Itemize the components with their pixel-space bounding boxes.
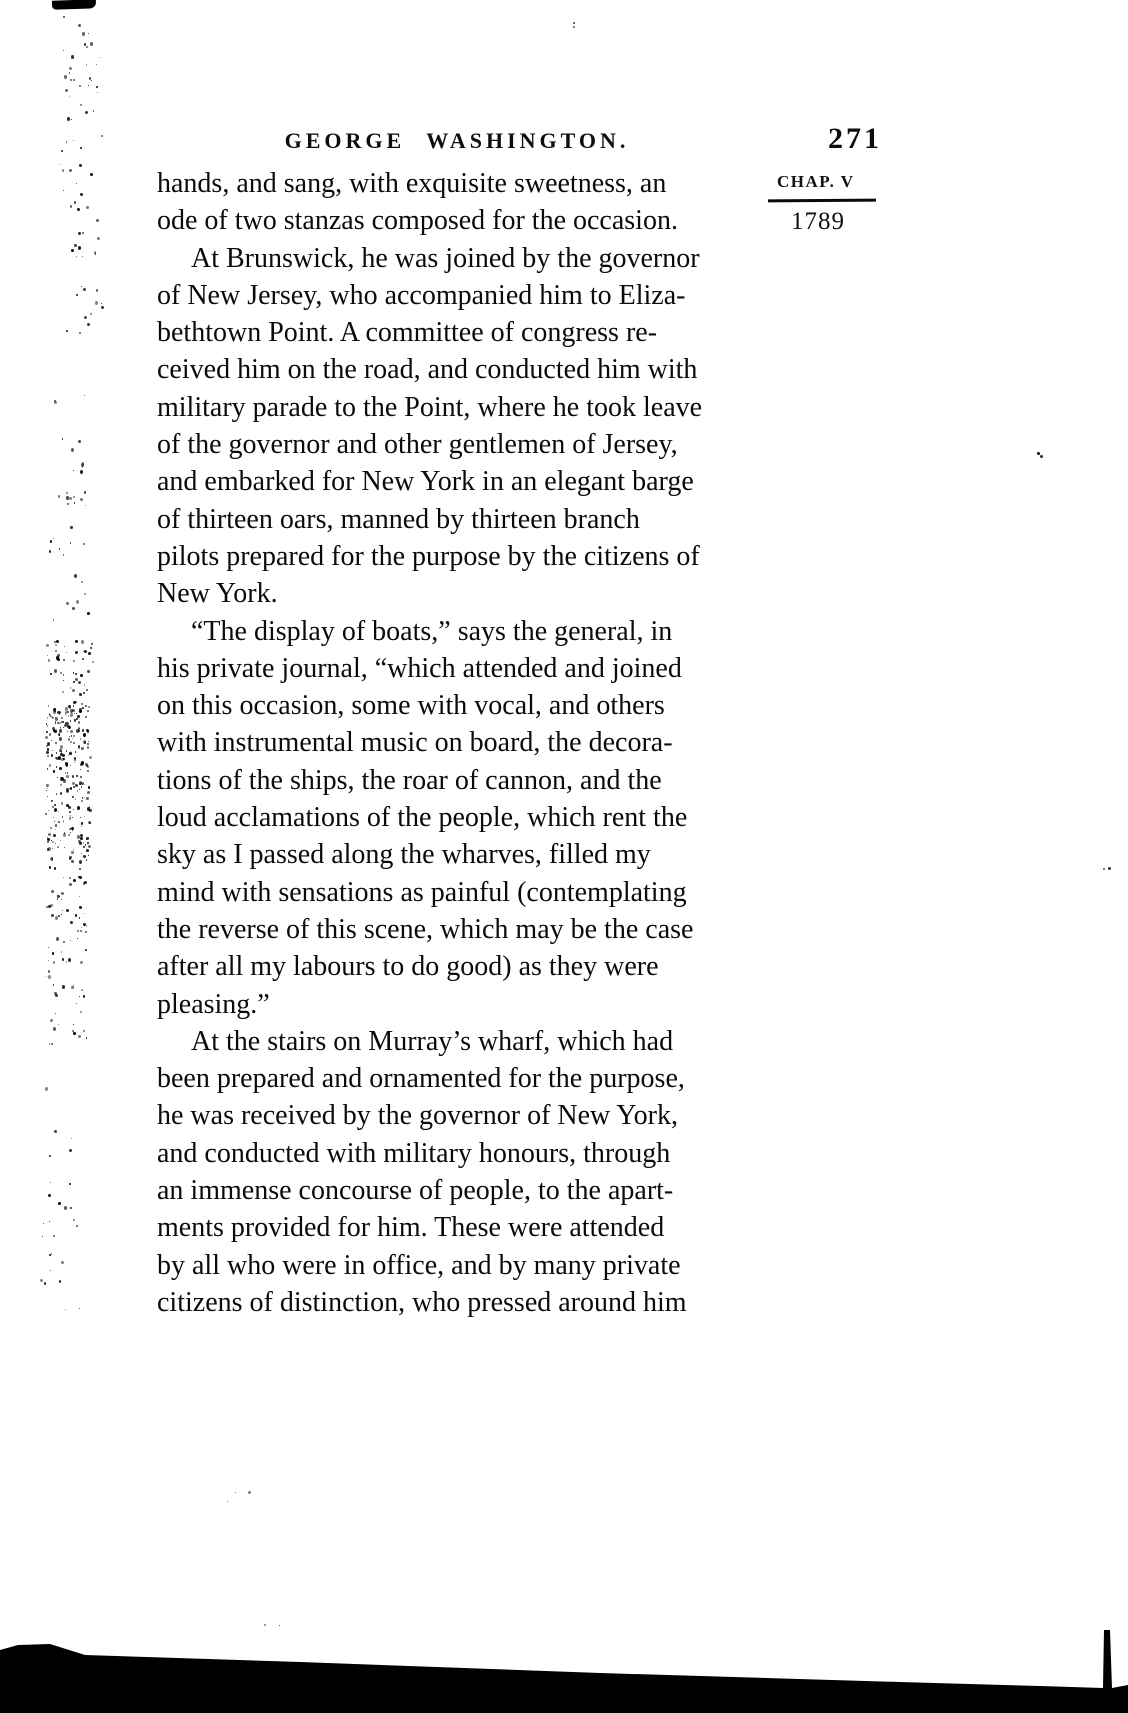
text-line: the reverse of this scene, which may be the case: [157, 913, 694, 945]
scan-smudge: [52, 0, 96, 10]
text-line: New York.: [157, 578, 278, 610]
text-line: with instrumental music on board, the decora-: [157, 727, 673, 759]
margin-year: 1789: [791, 208, 845, 235]
text-line: on this occasion, some with vocal, and others: [157, 690, 665, 722]
text-line: an immense concourse of people, to the apart-: [157, 1175, 674, 1207]
text-line: and conducted with military honours, through: [157, 1137, 671, 1169]
text-line: ceived him on the road, and conducted him with: [157, 354, 698, 386]
text-line: hands, and sang, with exquisite sweetness, an: [157, 168, 667, 199]
text-line: of thirteen oars, manned by thirteen branch: [157, 503, 640, 535]
text-line: his private journal, “which attended and joined: [157, 652, 682, 684]
text-line: loud acclamations of the people, which rent the: [157, 802, 688, 834]
text-line: pleasing.”: [157, 988, 270, 1020]
text-line: by all who were in office, and by many private: [157, 1249, 681, 1281]
text-line: bethtown Point. A committee of congress re-: [157, 317, 658, 349]
margin-rule: [768, 199, 876, 203]
text-line: mind with sensations as painful (contemplating: [157, 876, 687, 908]
margin-note: [768, 172, 880, 236]
page-number: 271: [828, 122, 882, 155]
text-line: citizens of distinction, who pressed around him: [157, 1286, 687, 1318]
text-line: ments provided for him. These were attended: [157, 1212, 665, 1244]
chapter-label: CHAP. V: [777, 172, 855, 191]
text-line: “The display of boats,” says the general, in: [191, 615, 673, 647]
text-line: ode of two stanzas composed for the occasion.: [157, 205, 678, 237]
text-line: of New Jersey, who accompanied him to Eliza-: [157, 279, 686, 311]
text-line: military parade to the Point, where he took leave: [157, 391, 703, 423]
text-line: he was received by the governor of New York,: [157, 1100, 678, 1132]
text-line: sky as I passed along the wharves, filled my: [157, 839, 651, 871]
text-line: At the stairs on Murray’s wharf, which had: [191, 1025, 674, 1057]
text-line: of the governor and other gentlemen of Jersey,: [157, 429, 678, 461]
text-line: been prepared and ornamented for the purpose,: [157, 1063, 685, 1095]
text-line: after all my labours to do good) as they were: [157, 951, 659, 983]
running-header: GEORGE WASHINGTON.: [284, 128, 630, 153]
text-line: pilots prepared for the purpose by the citizens of: [157, 540, 700, 572]
text-column: [157, 165, 757, 1321]
text-line: tions of the ships, the roar of cannon, and the: [157, 764, 662, 796]
text-line: At Brunswick, he was joined by the governor: [191, 242, 700, 274]
scan-black-band: [0, 1628, 1128, 1713]
text-line: and embarked for New York in an elegant barge: [157, 466, 694, 498]
